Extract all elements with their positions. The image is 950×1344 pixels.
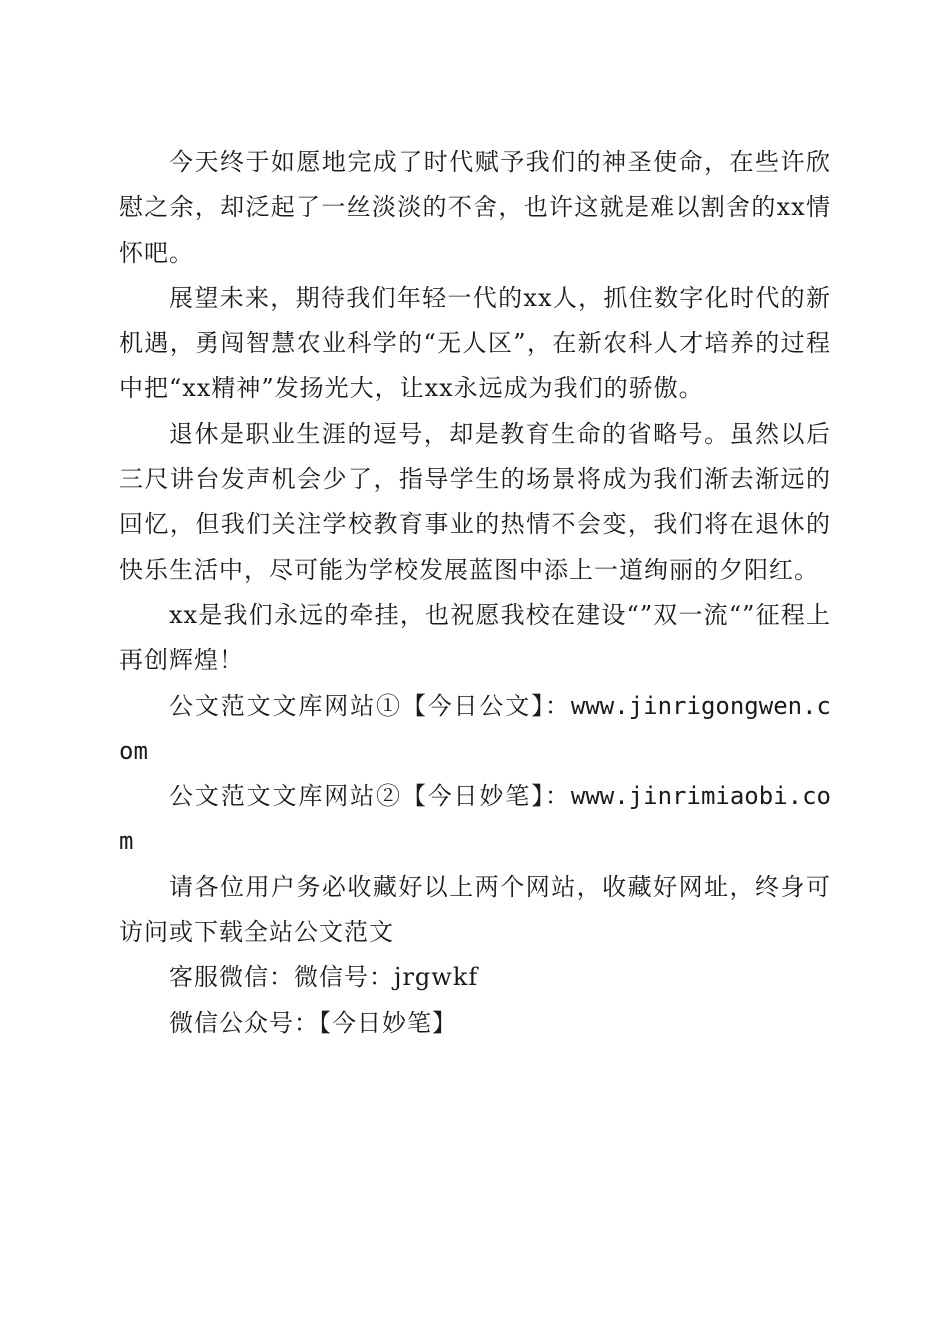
site1-label: 公文范文文库网站①【今日公文】： (169, 691, 571, 720)
bookmark-reminder: 请各位用户务必收藏好以上两个网站，收藏好网址，终身可访问或下载全站公文范文 (119, 872, 831, 947)
wechat-service: 客服微信：微信号：jrgwkf (169, 963, 479, 992)
paragraph-future: 展望未来，期待我们年轻一代的xx人，抓住数字化时代的新机遇，勇闯智慧农业科学的“无人区”，在新农科人才培养的过程中把“xx精神”发扬光大，让xx永远成为我们的骄傲。 (119, 283, 831, 403)
site2-line (119, 774, 831, 865)
site1-url[interactable]: www.jinrigongwen.com (119, 691, 831, 765)
paragraph-farewell: 今天终于如愿地完成了时代赋予我们的神圣使命，在些许欣慰之余，却泛起了一丝淡淡的不舍，也许这就是难以割舍的xx情怀吧。 (119, 148, 831, 267)
document-body (119, 140, 831, 1046)
paragraph-retirement: 退休是职业生涯的逗号，却是教育生命的省略号。虽然以后三尺讲台发声机会少了，指导学生的场景将成为我们渐去渐远的回忆，但我们关注学校教育事业的热情不会变，我们将在退休的快乐生活中，尽可能为学校发展蓝图中添上一道绚丽的夕阳红。 (119, 419, 831, 584)
site1-line (119, 684, 831, 775)
wechat-official-account: 微信公众号：【今日妙笔】 (169, 1008, 457, 1037)
paragraph-wishes: xx是我们永远的牵挂，也祝愿我校在建设“”双一流“”征程上再创辉煌！ (119, 600, 831, 675)
site2-url[interactable]: www.jinrimiaobi.com (119, 782, 831, 856)
site2-label: 公文范文文库网站②【今日妙笔】： (169, 782, 571, 811)
